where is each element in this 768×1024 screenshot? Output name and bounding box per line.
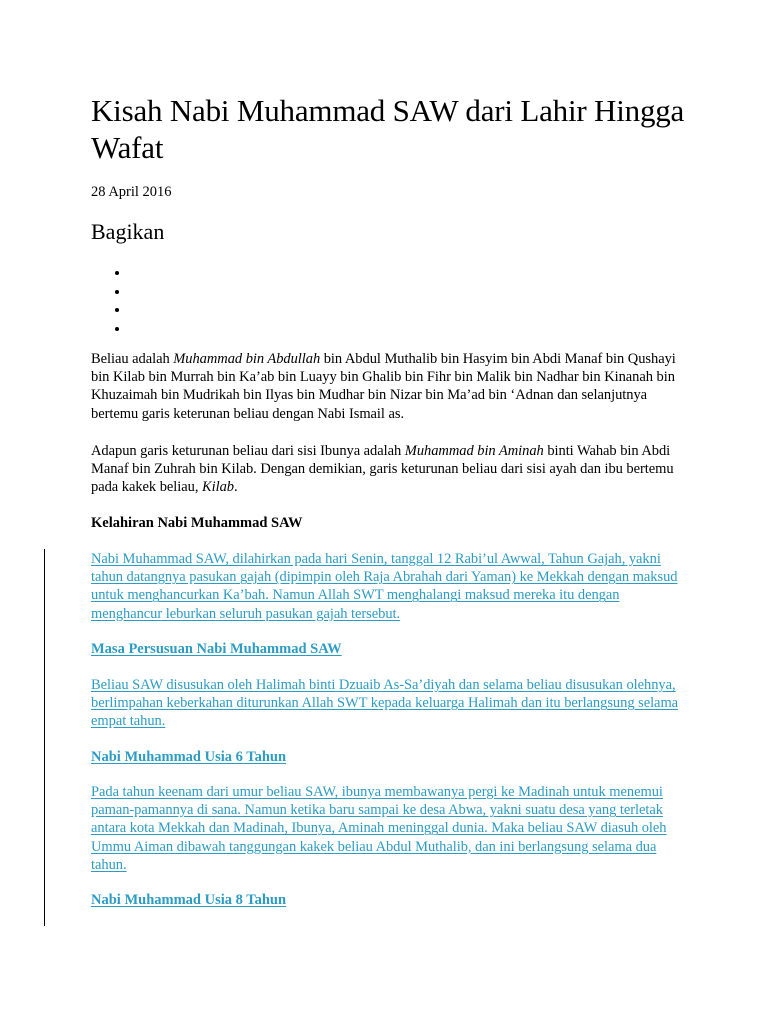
paragraph-text: binti Wahab bin Abdi Manaf bin Zuhrah bin Kilab. Dengan demikian, garis keturunan beliau dari sisi ayah dan ibu bertemu pada kakek beliau,	[91, 443, 674, 496]
link-paragraph-persusuan[interactable]: Beliau SAW disusukan oleh Halimah binti Dzuaib As-Sa’diyah dan selama beliau disusukan olehnya, berlimpahan keberkahan diturunkan Allah SWT kepada keluarga Halimah dan itu berlangsung selama empat tahun.	[91, 677, 679, 730]
section-link-usia-8[interactable]: Nabi Muhammad Usia 8 Tahun	[91, 892, 287, 908]
paragraph-text: .	[233, 479, 238, 496]
section-heading-kelahiran: Kelahiran Nabi Muhammad SAW	[91, 515, 303, 531]
paragraph-italic-name: Muhammad bin Aminah	[404, 443, 544, 459]
share-heading: Bagikan	[91, 219, 165, 244]
section-link-persusuan[interactable]: Masa Persusuan Nabi Muhammad SAW	[91, 641, 342, 657]
paragraph-text: Beliau adalah	[91, 351, 174, 367]
article	[91, 92, 691, 908]
paragraph-text: bin Abdul Muthalib bin Hasyim bin Abdi Manaf bin Qushayi bin Kilab bin Murrah bin Ka’ab bin Luayy bin Ghalib bin Fihr bin Malik bin Nadhar bin Kinanah bin Khuzaimah bin Mudrikah bin Ilyas bin Mudhar bin Nizar bin Ma’ad bin ‘Adnan dan selanjutnya bertemu garis keterunan beliau dengan Nabi Ismail as.	[91, 351, 676, 422]
section-link-usia-6[interactable]: Nabi Muhammad Usia 6 Tahun	[91, 749, 287, 765]
paragraph-lineage-mother	[91, 442, 681, 497]
margin-rule	[44, 549, 45, 926]
paragraph-lineage-father	[91, 350, 681, 423]
link-paragraph-kelahiran[interactable]: Nabi Muhammad SAW, dilahirkan pada hari Senin, tanggal 12 Rabi’ul Awwal, Tahun Gajah, yakni tahun datangnya pasukan gajah (dipimpin oleh Raja Abrahah dari Yaman) ke Mekkah dengan maksud untuk menghancurkan Ka’bah. Namun Allah SWT menghalangi maksud mereka itu dengan menghancur leburkan seluruh pasukan gajah tersebut.	[91, 551, 678, 622]
article-date: 28 April 2016	[91, 184, 172, 200]
paragraph-text: Adapun garis keturunan beliau dari sisi Ibunya adalah	[91, 443, 405, 459]
paragraph-italic-name: Kilab	[201, 479, 234, 496]
link-paragraph-usia-6[interactable]: Pada tahun keenam dari umur beliau SAW, ibunya membawanya pergi ke Madinah untuk menemui paman-pamannya di sana. Namun ketika baru sampai ke desa Abwa, yakni suatu desa yang terletak antara kota Mekkah dan Madinah, Ibunya, Aminah meninggal dunia. Maka beliau SAW diasuh oleh Ummu Aiman dibawah tanggungan kakek beliau Abdul Muthalib, dan ini berlangsung selama dua tahun.	[91, 784, 667, 873]
paragraph-italic-name: Muhammad bin Abdullah	[173, 351, 321, 367]
article-title: Kisah Nabi Muhammad SAW dari Lahir Hingga Wafat	[91, 93, 685, 165]
